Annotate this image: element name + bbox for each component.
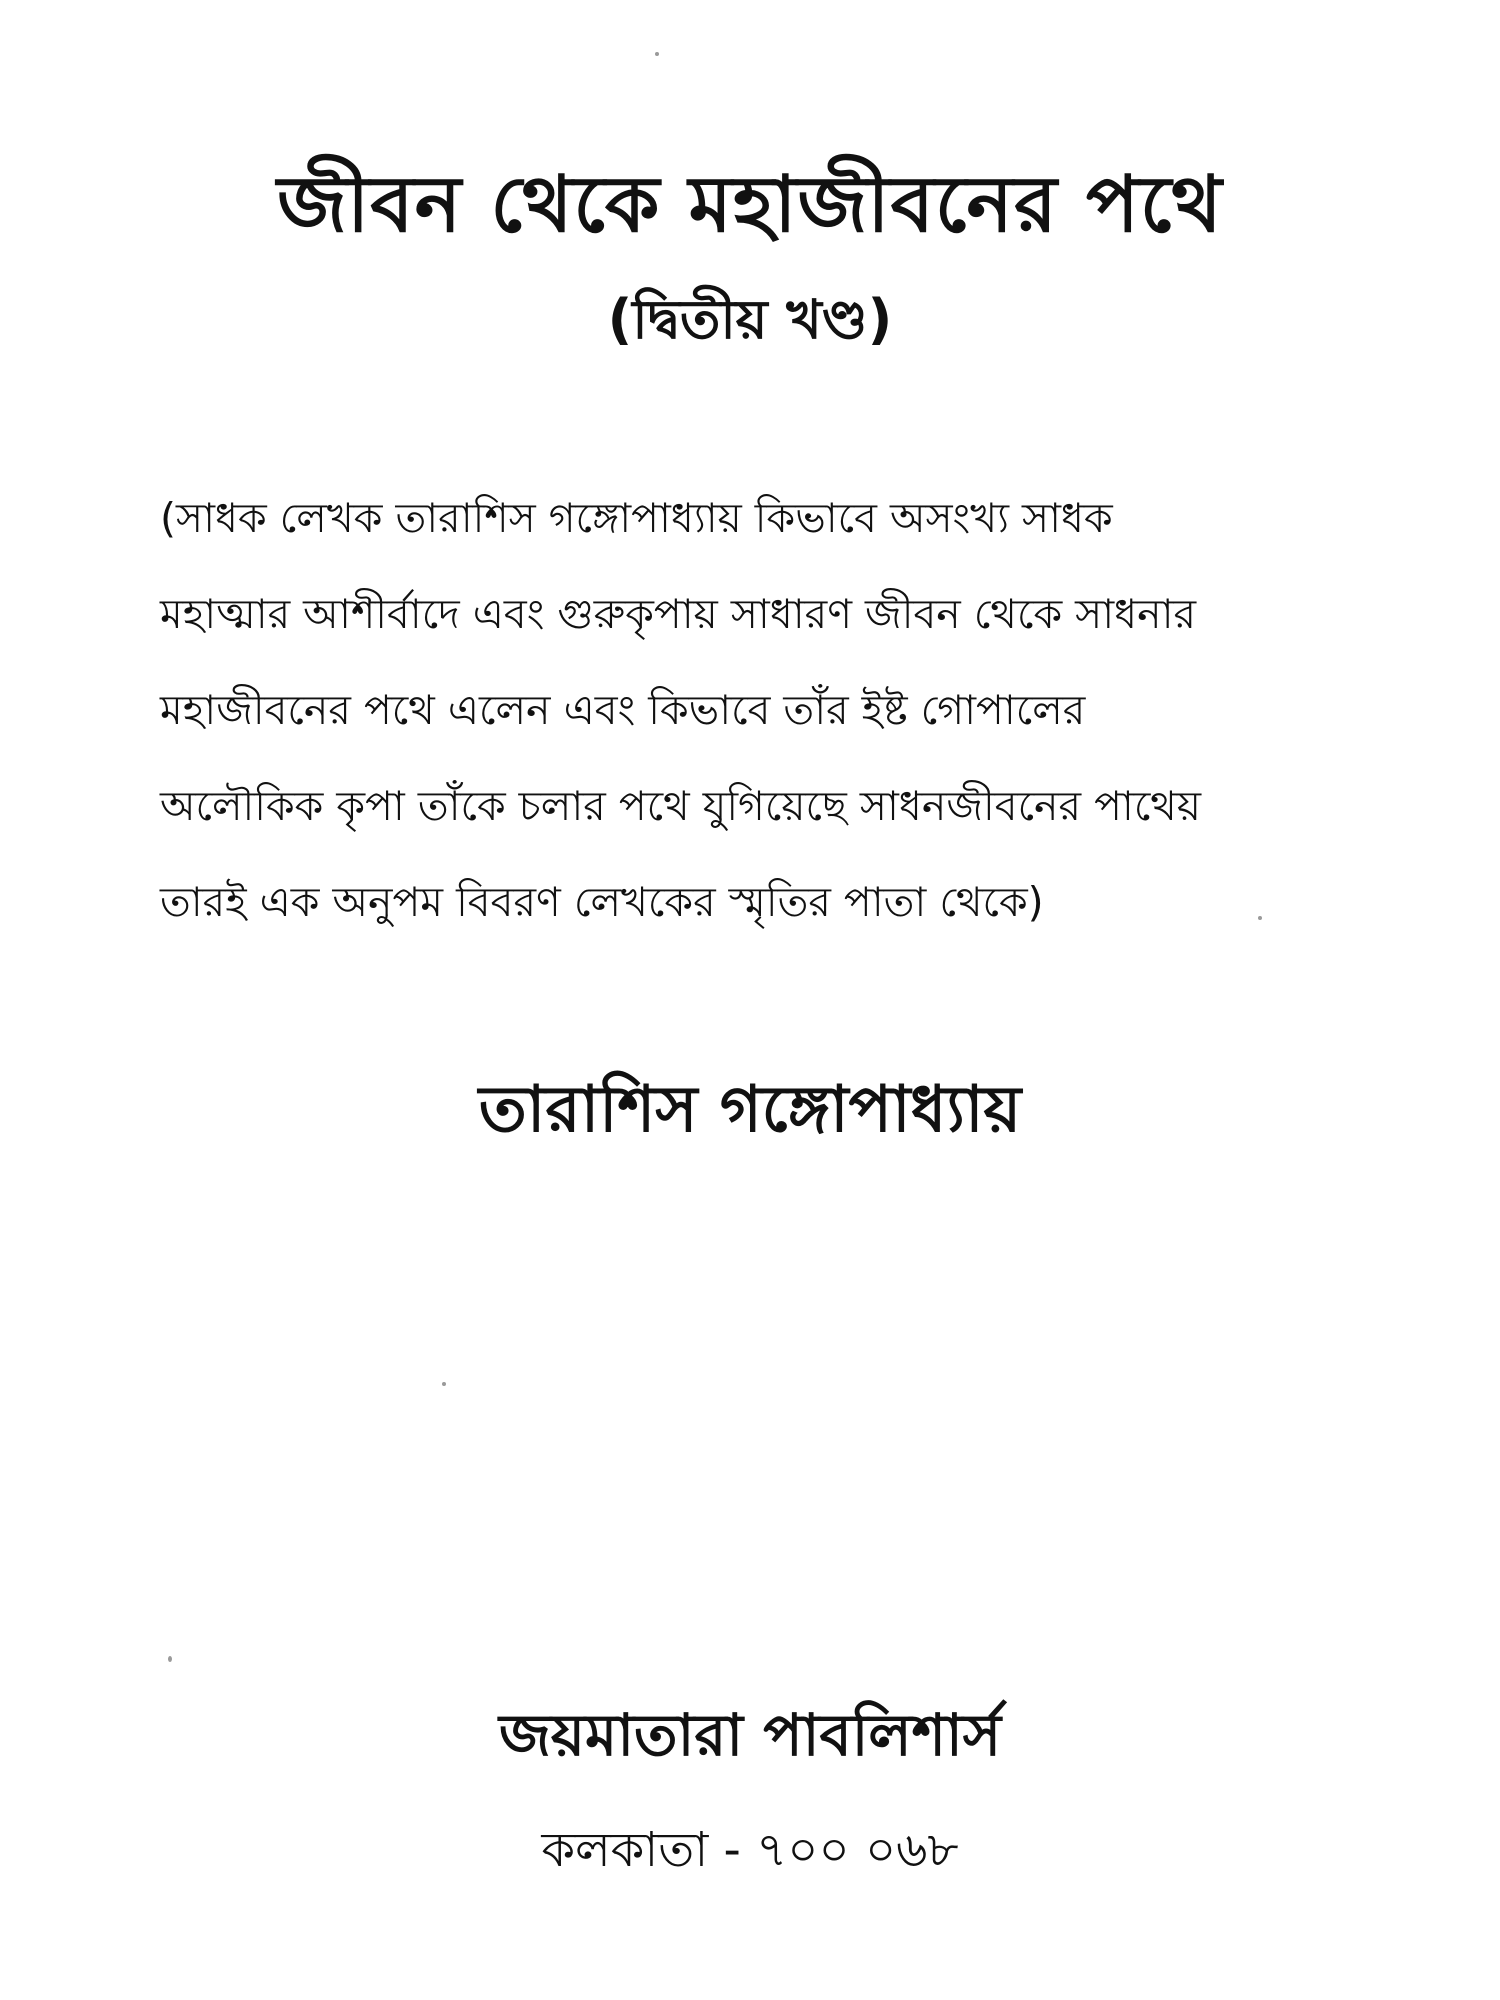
description-line: মহাজীবনের পথে এলেন এবং কিভাবে তাঁর ইষ্ট গোপালের [160, 686, 1086, 734]
book-title: জীবন থেকে মহাজীবনের পথে [277, 160, 1223, 250]
book-description [160, 470, 1340, 950]
author-name: তারাশিস গঙ্গোপাধ্যায় [478, 1073, 1022, 1147]
volume-subtitle: (দ্বিতীয় খণ্ড) [607, 288, 893, 351]
description-line: (সাধক লেখক তারাশিস গঙ্গোপাধ্যায় কিভাবে অসংখ্য সাধক [160, 494, 1113, 542]
description-line: মহাত্মার আশীর্বাদে এবং গুরুকৃপায় সাধারণ জীবন থেকে সাধনার [160, 590, 1197, 638]
print-speck [655, 52, 659, 56]
description-line: তারই এক অনুপম বিবরণ লেখকের স্মৃতির পাতা থেকে) [160, 878, 1044, 926]
publisher-name: জয়মাতারা পাবলিশার্স [498, 1701, 1002, 1769]
description-line: অলৌকিক কৃপা তাঁকে চলার পথে যুগিয়েছে সাধনজীবনের পাথেয় [160, 782, 1201, 830]
print-speck [168, 1656, 172, 1662]
publisher-city: কলকাতা - ৭০০ ০৬৮ [541, 1822, 959, 1878]
print-speck [442, 1382, 446, 1386]
